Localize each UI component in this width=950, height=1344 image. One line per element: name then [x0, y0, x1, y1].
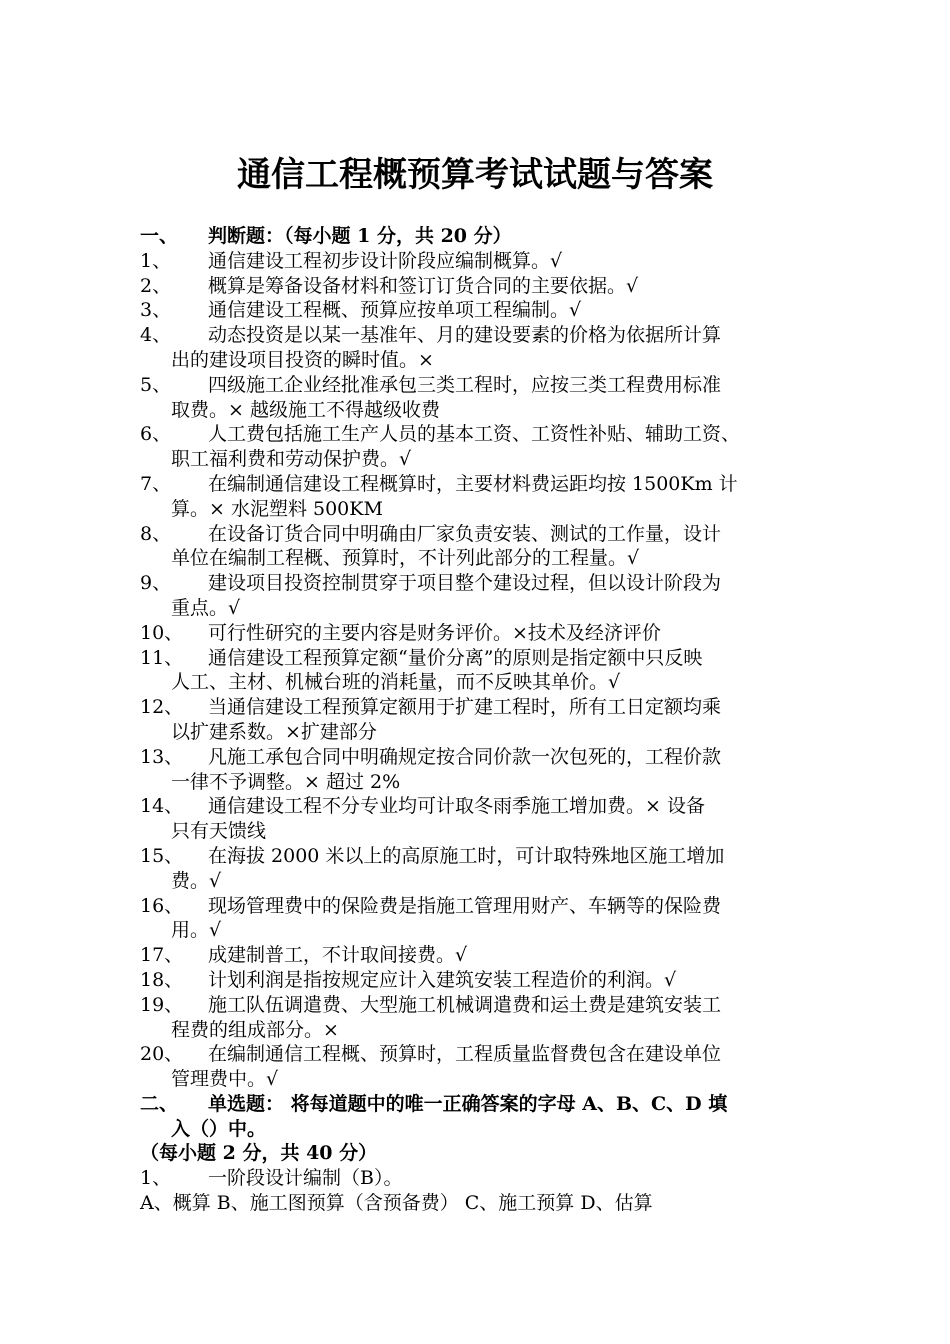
item-text: 通信建设工程概、预算应按单项工程编制。√: [208, 299, 582, 322]
judgment-item: [140, 993, 830, 1043]
judgment-item-first-line: [140, 943, 830, 968]
judgment-item: [140, 794, 830, 844]
judgment-item: [140, 298, 830, 323]
judgment-item: [140, 1042, 830, 1092]
judgment-item: [140, 522, 830, 572]
judgment-item-first-line: [140, 422, 830, 447]
judgment-item-first-line: [140, 1042, 830, 1067]
judgment-item: [140, 323, 830, 373]
item-number: 2、: [140, 274, 172, 297]
judgment-item-first-line: [140, 522, 830, 547]
item-number: 8、: [140, 522, 172, 545]
item-number: 19、: [140, 993, 184, 1016]
item-text-continued: 单位在编制工程概、预算时，不计列此部分的工程量。√: [171, 547, 640, 570]
item-number: 5、: [140, 373, 172, 396]
item-number: 9、: [140, 572, 172, 595]
judgment-item-first-line: [140, 844, 830, 869]
item-text: 在设备订货合同中明确由厂家负责安装、测试的工作量，设计: [208, 522, 722, 545]
item-text-continued: 程费的组成部分。×: [171, 1018, 339, 1041]
item-text: 动态投资是以某一基准年、月的建设要素的价格为依据所计算: [208, 324, 722, 347]
judgment-item: [140, 844, 830, 894]
item-text-continued: 职工福利费和劳动保护费。√: [171, 448, 412, 471]
section2: [140, 1092, 830, 1216]
item-text-continued: 一律不予调整。× 超过 2%: [171, 770, 401, 793]
judgment-item-first-line: [140, 993, 830, 1018]
judgment-item-first-line: [140, 794, 830, 819]
judgment-item: [140, 373, 830, 423]
item-number: 16、: [140, 894, 184, 917]
item-number: 3、: [140, 299, 172, 322]
item-text: 当通信建设工程预算定额用于扩建工程时，所有工日定额均乘: [208, 696, 722, 719]
judgment-item-first-line: [140, 298, 830, 323]
document-title: 通信工程概预算考试试题与答案: [237, 155, 713, 195]
item-text: 凡施工承包合同中明确规定按合同价款一次包死的，工程价款: [208, 745, 722, 768]
item-text-continued: 以扩建系数。×扩建部分: [171, 720, 377, 743]
item-text-continued: 重点。√: [171, 596, 241, 619]
item-text-continued: 费。√: [171, 869, 222, 892]
section2-heading: [140, 1092, 830, 1117]
judgment-item-first-line: [140, 249, 830, 274]
item-text: 施工队伍调遣费、大型施工机械调遣费和运土费是建筑安装工: [208, 993, 722, 1016]
judgment-item: [140, 621, 830, 646]
item-text: 可行性研究的主要内容是财务评价。×技术及经济评价: [208, 621, 661, 644]
item-text: 通信建设工程不分专业均可计取冬雨季施工增加费。× 设备: [208, 795, 705, 818]
question-options: A、概算 B、施工图预算（含预备费） C、施工预算 D、估算: [140, 1192, 653, 1215]
judgment-item: [140, 745, 830, 795]
item-number: 14、: [140, 795, 184, 818]
item-number: 11、: [140, 646, 184, 669]
section2-number: 二、: [140, 1092, 179, 1115]
judgment-item: [140, 646, 830, 696]
item-text: 人工费包括施工生产人员的基本工资、工资性补贴、辅助工资、: [208, 423, 741, 446]
item-number: 4、: [140, 324, 172, 347]
item-number: 7、: [140, 472, 172, 495]
judgment-item: [140, 571, 830, 621]
judgment-item: [140, 968, 830, 993]
item-text-continued: 用。√: [171, 919, 222, 942]
judgment-item-first-line: [140, 472, 830, 497]
judgment-item-first-line: [140, 621, 830, 646]
question-item: [140, 1166, 830, 1191]
judgment-item-first-line: [140, 894, 830, 919]
item-text-continued: 只有天馈线: [171, 820, 267, 843]
judgment-item: [140, 894, 830, 944]
judgment-item-first-line: [140, 695, 830, 720]
item-number: 1、: [140, 249, 172, 272]
item-text: 概算是筹备设备材料和签订订货合同的主要依据。√: [208, 274, 639, 297]
judgment-item: [140, 472, 830, 522]
item-number: 13、: [140, 745, 184, 768]
item-number: 18、: [140, 968, 184, 991]
item-text: 计划利润是指按规定应计入建筑安装工程造价的利润。√: [208, 968, 677, 991]
judgment-item-first-line: [140, 323, 830, 348]
item-text: 在编制通信工程概、预算时，工程质量监督费包含在建设单位: [208, 1043, 722, 1066]
item-number: 10、: [140, 621, 184, 644]
document-body: [140, 224, 830, 1216]
judgment-item-first-line: [140, 373, 830, 398]
section2-title: 单选题： 将每道题中的唯一正确答案的字母 A、B、C、D 填: [208, 1092, 728, 1115]
judgment-item: [140, 249, 830, 274]
judgment-item-first-line: [140, 571, 830, 596]
item-text-continued: 出的建设项目投资的瞬时值。×: [171, 348, 434, 371]
item-number: 20、: [140, 1043, 184, 1066]
item-text-continued: 管理费中。√: [171, 1068, 279, 1091]
item-text: 四级施工企业经批准承包三类工程时，应按三类工程费用标准: [208, 373, 722, 396]
section2-title-continued: 入（）中。: [171, 1117, 267, 1140]
item-number: 6、: [140, 423, 172, 446]
item-number: 17、: [140, 944, 184, 967]
item-text: 在编制通信建设工程概算时，主要材料费运距均按 1500Km 计: [208, 472, 738, 495]
judgment-item: [140, 422, 830, 472]
item-text: 在海拔 2000 米以上的高原施工时，可计取特殊地区施工增加: [208, 844, 725, 867]
section2-subheading: （每小题 2 分，共 40 分）: [140, 1142, 378, 1165]
section1-items: [140, 249, 830, 1092]
question-number: 1、: [140, 1167, 172, 1190]
section1-title: 判断题：（每小题 1 分，共 20 分）: [208, 225, 512, 247]
item-text: 成建制普工，不计取间接费。√: [208, 944, 468, 967]
judgment-item-first-line: [140, 646, 830, 671]
item-text: 通信建设工程初步设计阶段应编制概算。√: [208, 249, 563, 272]
item-number: 15、: [140, 844, 184, 867]
item-text: 通信建设工程预算定额“量价分离”的原则是指定额中只反映: [208, 646, 703, 669]
judgment-item: [140, 943, 830, 968]
item-text-continued: 人工、主材、机械台班的消耗量，而不反映其单价。√: [171, 671, 621, 694]
judgment-item-first-line: [140, 745, 830, 770]
item-text-continued: 算。× 水泥塑料 500KM: [171, 497, 383, 520]
item-number: 12、: [140, 696, 184, 719]
item-text: 现场管理费中的保险费是指施工管理用财产、车辆等的保险费: [208, 894, 722, 917]
section1-number: 一、: [140, 225, 179, 247]
judgment-item-first-line: [140, 274, 830, 299]
question-text: 一阶段设计编制（B）。: [208, 1167, 403, 1190]
judgment-item: [140, 274, 830, 299]
item-text: 建设项目投资控制贯穿于项目整个建设过程，但以设计阶段为: [208, 572, 722, 595]
judgment-item-first-line: [140, 968, 830, 993]
section1-heading: [140, 224, 830, 249]
item-text-continued: 取费。× 越级施工不得越级收费: [171, 398, 440, 421]
judgment-item: [140, 695, 830, 745]
